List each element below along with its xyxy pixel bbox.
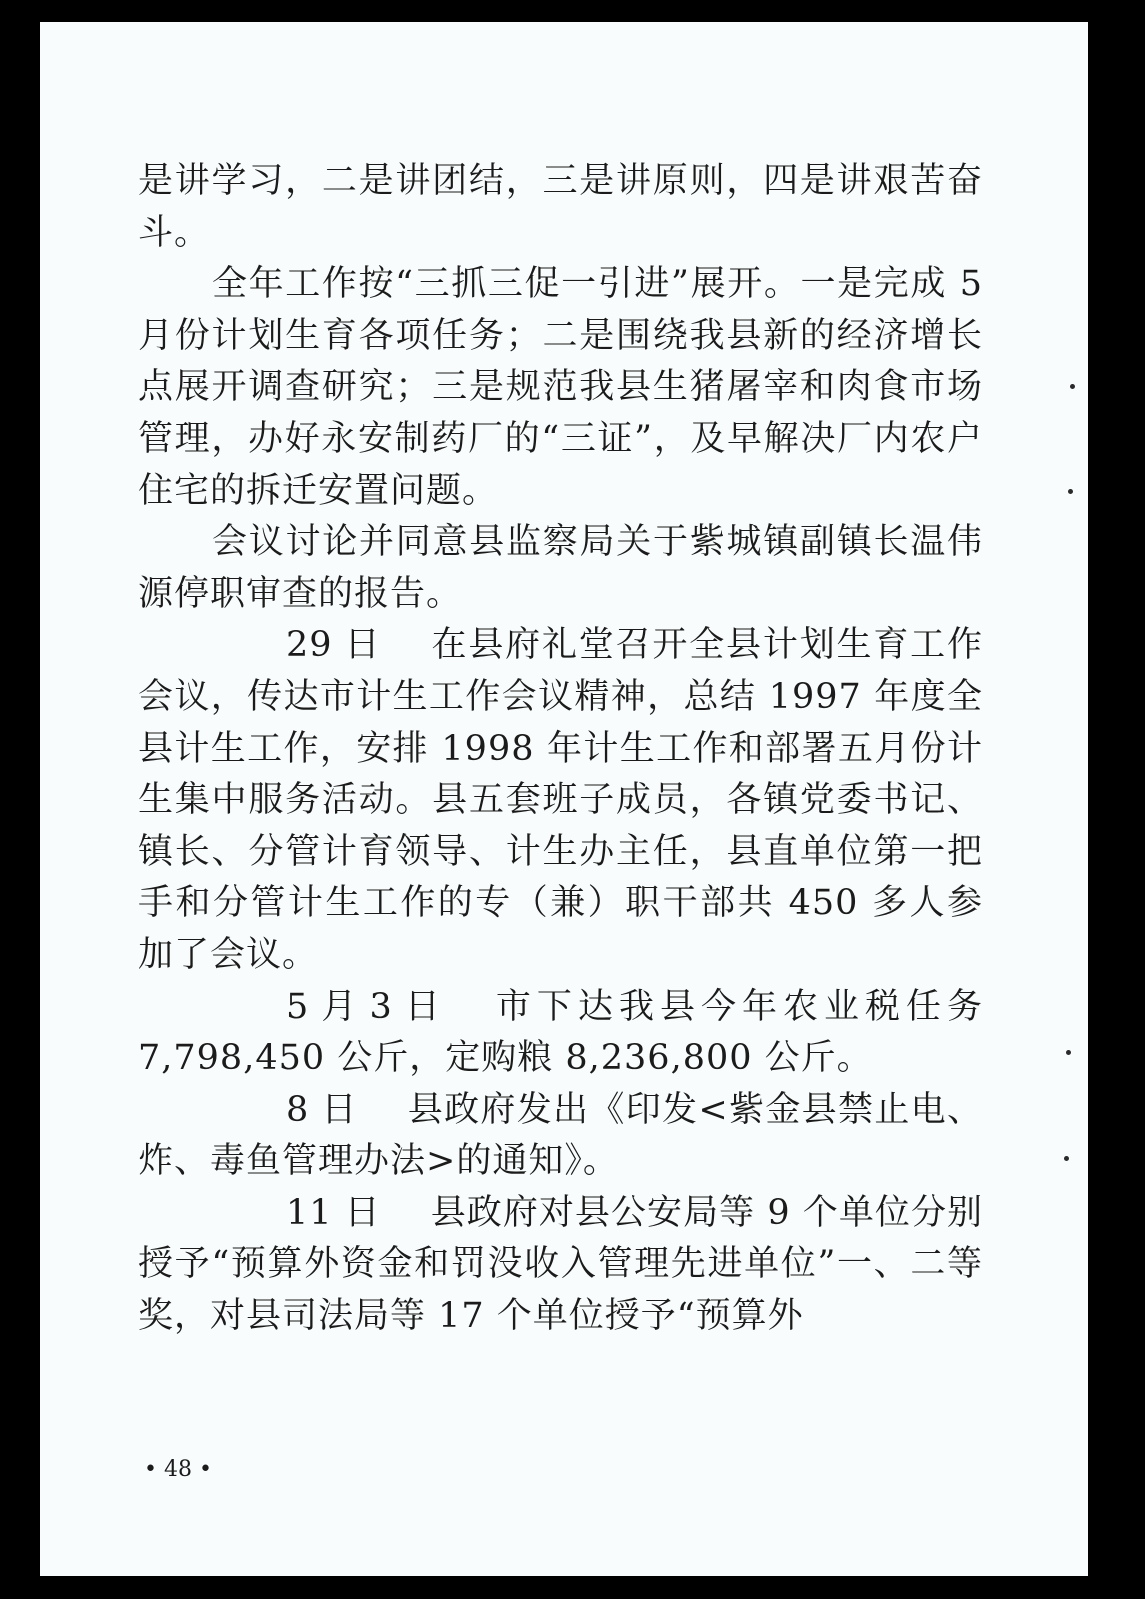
entry-date: 8 日 [286,1089,358,1130]
paragraph-text: 是讲学习，二是讲团结，三是讲原则，四是讲艰苦奋斗。 [138,161,983,253]
entry-11th [138,1188,983,1343]
entry-8th [138,1085,983,1188]
entry-date: 29 日 [286,625,381,666]
entry-may-3 [138,982,983,1085]
scan-speck [1068,489,1073,494]
scan-speck [1064,1156,1069,1161]
paper-sheet [40,22,1088,1576]
body-text [138,156,983,1343]
entry-date: 5 月 3 日 [286,986,441,1027]
entry-text: 在县府礼堂召开全县计划生育工作会议，传达市计生工作会议精神，总结 1997 年度全县计生工作，安排 1998 年计生工作和部署五月份计生集中服务活动。县五套班子成员，各镇党委书记、镇长、分管计育领导、计生办主任，县直单位第一把手和分管计生工作的专（兼）职干部共 450 多人参加了会议。 [138,625,983,975]
scan-speck [1066,1050,1071,1055]
paragraph-meeting-decision [138,517,983,620]
paragraph-continuation [138,156,983,259]
entry-29th [138,620,983,981]
entry-text: 县政府发出《印发<紫金县禁止电、炸、毒鱼管理办法>的通知》。 [138,1089,983,1182]
scan-speck [1070,384,1075,389]
paragraph-text: 全年工作按“三抓三促一引进”展开。一是完成 5 月份计划生育各项任务；二是围绕我县新的经济增长点展开调查研究；三是规范我县生猪屠宰和肉食市场管理，办好永安制药厂的“三证”，及早解决厂内农户住宅的拆迁安置问题。 [138,264,983,511]
entry-date: 11 日 [286,1192,381,1233]
paragraph-text: 会议讨论并同意县监察局关于紫城镇副镇长温伟源停职审查的报告。 [138,522,983,614]
page-number: • 48 • [144,1457,212,1482]
entry-text: 县政府对县公安局等 9 个单位分别授予“预算外资金和罚没收入管理先进单位”一、二等奖，对县司法局等 17 个单位授予“预算外 [138,1192,983,1337]
entry-text: 市下达我县今年农业税任务 7,798,450 公斤，定购粮 8,236,800 公斤。 [138,986,983,1079]
paragraph-work-plan [138,259,983,517]
